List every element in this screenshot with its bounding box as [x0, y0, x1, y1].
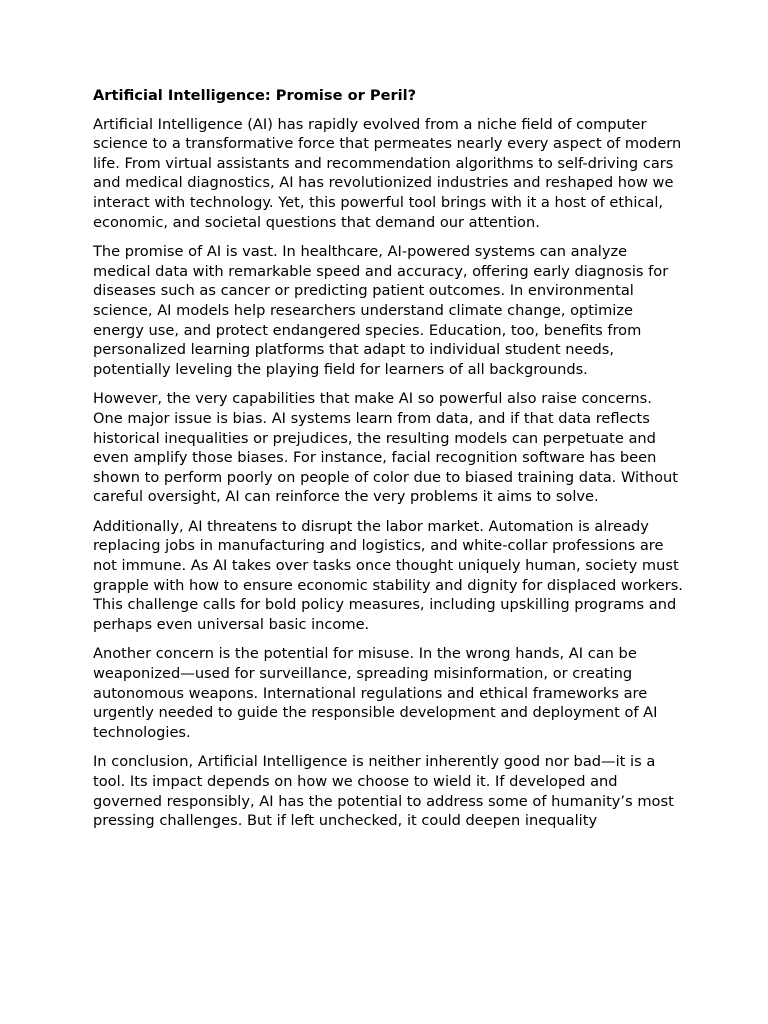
- paragraph-labor: Additionally, AI threatens to disrupt the labor market. Automation is already replacing jobs in manufacturing and logistics, and white-collar professions are not immune. As AI takes over tasks once thought uniquely human, society must grapple with how to ensure economic stability and dignity for displaced workers. This challenge calls for bold policy measures, including upskilling programs and perhaps even universal basic income.: [93, 517, 683, 633]
- paragraph-promise: The promise of AI is vast. In healthcare, AI-powered systems can analyze medical data with remarkable speed and accuracy, offering early diagnosis for diseases such as cancer or predicting patient outcomes. In environmental science, AI models help researchers understand climate change, optimize energy use, and protect endangered species. Education, too, benefits from personalized learning platforms that adapt to individual student needs, potentially leveling the playing field for learners of all backgrounds.: [93, 243, 669, 378]
- paragraph-bias: However, the very capabilities that make AI so powerful also raise concerns. One major issue is bias. AI systems learn from data, and if that data reflects historical inequalities or prejudices, the resulting models can perpetuate and even amplify those biases. For instance, facial recognition software has been shown to perform poorly on people of color due to biased training data. Without careful oversight, AI can reinforce the very problems it aims to solve.: [93, 390, 678, 506]
- paragraph-introduction: Artificial Intelligence (AI) has rapidly evolved from a niche field of computer science to a transformative force that permeates nearly every aspect of modern life. From virtual assistants and recommendation algorithms to self-driving cars and medical diagnostics, AI has revolutionized industries and reshaped how we interact with technology. Yet, this powerful tool brings with it a host of ethical, economic, and societal questions that demand our attention.: [93, 115, 682, 231]
- document-body: [93, 86, 683, 841]
- paragraph-misuse: Another concern is the potential for misuse. In the wrong hands, AI can be weaponized—used for surveillance, spreading misinformation, or creating autonomous weapons. International regulations and ethical frameworks are urgently needed to guide the responsible development and deployment of AI technologies.: [93, 645, 658, 741]
- paragraph-conclusion: In conclusion, Artificial Intelligence is neither inherently good nor bad—it is a tool. Its impact depends on how we choose to wield it. If developed and governed responsibly, AI has the potential to address some of humanity’s most pressing challenges. But if left unchecked, it could deepen inequality: [93, 753, 674, 830]
- document-title: Artificial Intelligence: Promise or Peril?: [93, 87, 417, 104]
